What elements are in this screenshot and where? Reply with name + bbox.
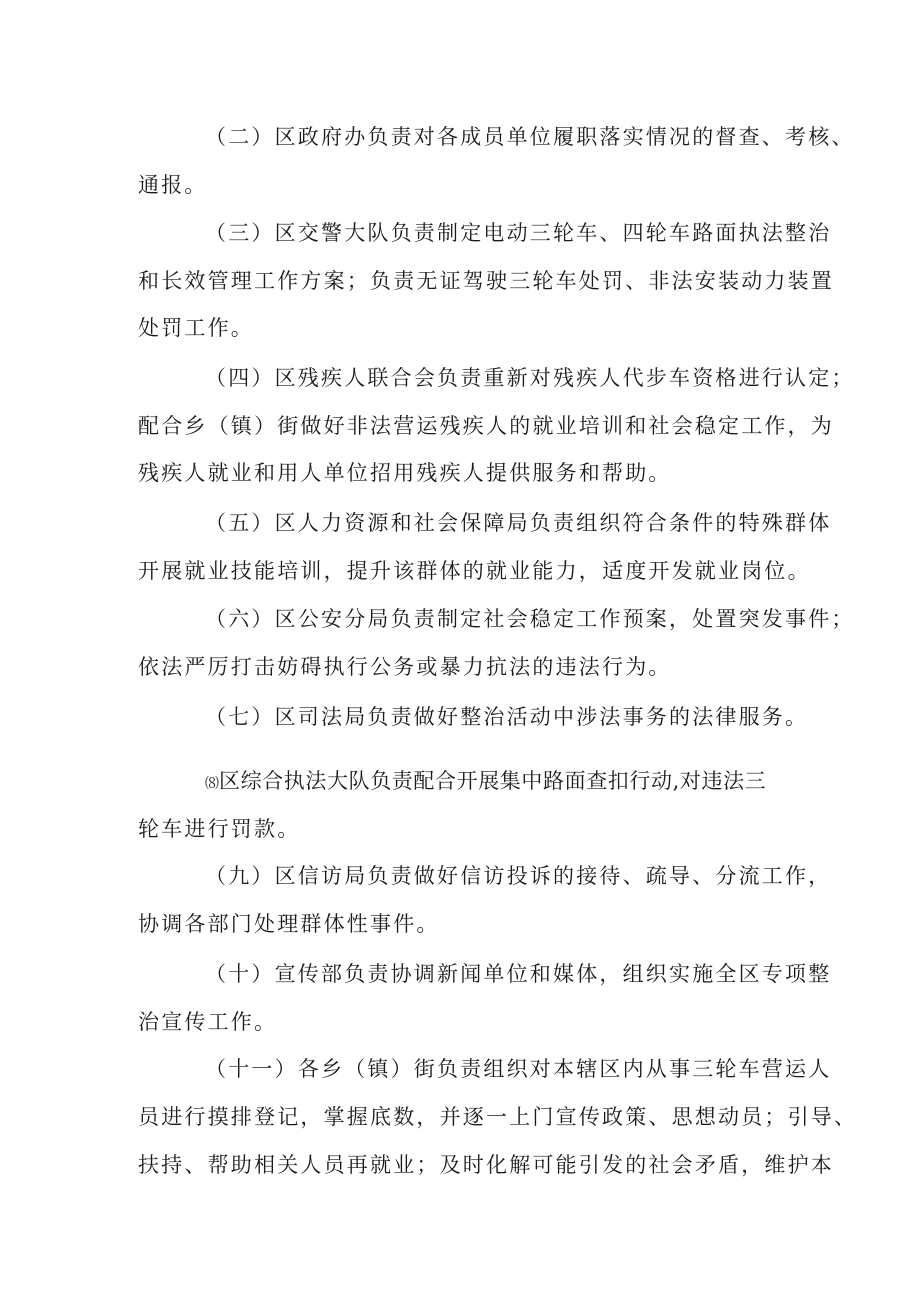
paragraph-4-line-1: （四）区残疾人联合会负责重新对残疾人代步车资格进行认定； — [205, 366, 855, 390]
paragraph-3-line-3: 处罚工作。 — [138, 316, 254, 340]
paragraph-8-text: 区综合执法大队负责配合开展集中路面查扣行动,对违法三 — [219, 769, 767, 793]
paragraph-8-line-1 — [205, 766, 766, 799]
paragraph-9-line-2: 协调各部门处理群体性事件。 — [138, 912, 440, 936]
paragraph-9-line-1: （九）区信访局负责做好信访投诉的接待、疏导、分流工作， — [205, 864, 832, 888]
paragraph-3-line-2: 和长效管理工作方案；负责无证驾驶三轮车处罚、非法安装动力装置 — [138, 269, 834, 293]
paragraph-6-line-1: （六）区公安分局负责制定社会稳定工作预案，处置突发事件； — [205, 607, 855, 631]
paragraph-11-line-3: 扶持、帮助相关人员再就业；及时化解可能引发的社会矛盾，维护本 — [138, 1153, 834, 1177]
paragraph-8-number: ⑻ — [205, 776, 219, 792]
paragraph-11-line-2: 员进行摸排登记，掌握底数，并逐一上门宣传政策、思想动员；引导、 — [138, 1105, 858, 1129]
paragraph-8-line-2: 轮车进行罚款。 — [138, 817, 301, 841]
paragraph-7-line-1: （七）区司法局负责做好整治活动中涉法事务的法律服务。 — [205, 705, 809, 729]
paragraph-4-line-2: 配合乡（镇）街做好非法营运残疾人的就业培训和社会稳定工作，为 — [138, 414, 834, 438]
paragraph-10-line-2: 治宣传工作。 — [138, 1010, 278, 1034]
paragraph-5-line-2: 开展就业技能培训，提升该群体的就业能力，适度开发就业岗位。 — [138, 559, 811, 583]
paragraph-5-line-1: （五）区人力资源和社会保障局负责组织符合条件的特殊群体 — [205, 511, 832, 535]
paragraph-10-line-1: （十）宣传部负责协调新闻单位和媒体，组织实施全区专项整 — [205, 962, 832, 986]
paragraph-4-line-3: 残疾人就业和用人单位招用残疾人提供服务和帮助。 — [138, 461, 672, 485]
paragraph-11-line-1: （十一）各乡（镇）街负责组织对本辖区内从事三轮车营运人 — [205, 1057, 832, 1081]
paragraph-2-line-2: 通报。 — [138, 173, 208, 197]
paragraph-2-line-1: （二）区政府办负责对各成员单位履职落实情况的督查、考核、 — [205, 125, 855, 149]
paragraph-3-line-1: （三）区交警大队负责制定电动三轮车、四轮车路面执法整治 — [205, 221, 832, 245]
paragraph-6-line-2: 依法严厉打击妨碍执行公务或暴力抗法的违法行为。 — [138, 655, 672, 679]
